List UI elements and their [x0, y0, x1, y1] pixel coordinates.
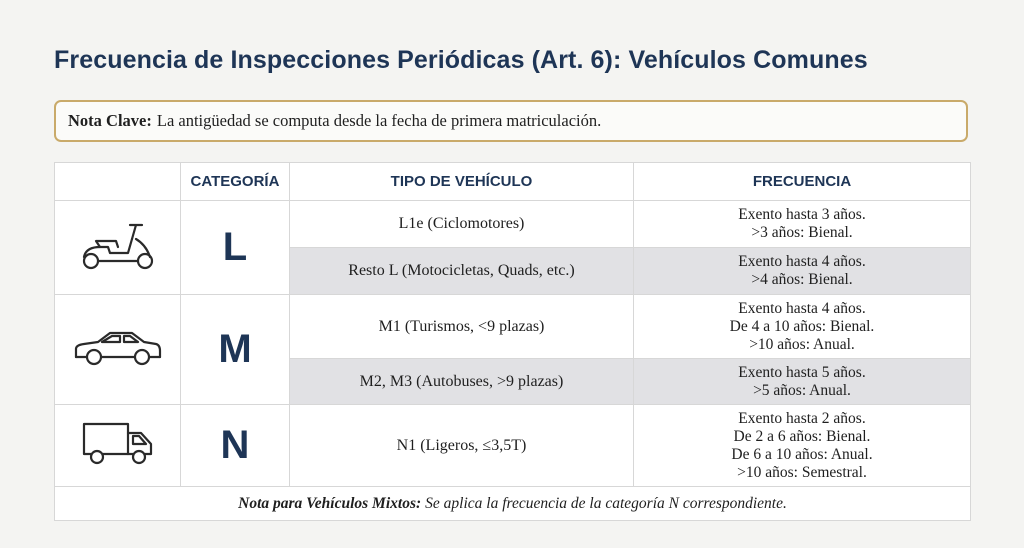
frecuencia-line: Exento hasta 5 años. — [738, 363, 866, 381]
category-n: N — [181, 405, 290, 487]
frecuencia-line: De 4 a 10 años: Bienal. — [729, 317, 875, 335]
truck-icon — [81, 419, 155, 467]
header-frecuencia: FRECUENCIA — [634, 163, 971, 201]
frecuencia-line: >10 años: Semestral. — [737, 463, 867, 481]
table-header-row — [55, 163, 971, 201]
category-l-icon-cell — [55, 201, 181, 295]
header-categoria: CATEGORÍA — [181, 163, 290, 201]
key-note-label: Nota Clave: — [68, 111, 152, 130]
mixed-vehicles-note — [55, 487, 971, 521]
header-icon — [55, 163, 181, 201]
frecuencia-line: >10 años: Anual. — [749, 335, 855, 353]
table-row — [55, 405, 971, 487]
category-l: L — [181, 201, 290, 295]
frecuencia-line: >4 años: Bienal. — [751, 271, 853, 288]
frecuencia-line: >3 años: Bienal. — [751, 224, 853, 241]
frecuencia-line: Exento hasta 4 años. — [738, 253, 866, 270]
car-icon — [72, 327, 164, 367]
mixed-vehicles-note-text: Se aplica la frecuencia de la categoría N correspondiente. — [425, 494, 787, 512]
frecuencia-line: De 6 a 10 años: Anual. — [731, 445, 873, 463]
frecuencia-line: >5 años: Anual. — [753, 381, 851, 399]
mixed-vehicles-note-label: Nota para Vehículos Mixtos: — [238, 494, 422, 512]
tipo-cell: N1 (Ligeros, ≤3,5T) — [290, 405, 634, 487]
tipo-cell: Resto L (Motocicletas, Quads, etc.) — [290, 248, 634, 295]
inspection-frequency-table — [54, 162, 971, 521]
scooter-icon — [76, 217, 160, 273]
table-footer-row — [55, 487, 971, 521]
key-note-text: La antigüedad se computa desde la fecha de primera matriculación. — [156, 111, 602, 130]
frecuencia-cell — [634, 248, 971, 295]
frecuencia-cell — [634, 201, 971, 248]
frecuencia-line: De 2 a 6 años: Bienal. — [733, 427, 871, 445]
key-note — [54, 100, 968, 142]
page-title: Frecuencia de Inspecciones Periódicas (Art. 6): Vehículos Comunes — [54, 46, 868, 74]
category-m: M — [181, 295, 290, 405]
table-row — [55, 295, 971, 359]
category-n-icon-cell — [55, 405, 181, 487]
tipo-cell: M1 (Turismos, <9 plazas) — [290, 295, 634, 359]
frecuencia-line: Exento hasta 3 años. — [738, 206, 866, 223]
tipo-cell: L1e (Ciclomotores) — [290, 201, 634, 248]
frecuencia-cell — [634, 405, 971, 487]
frecuencia-cell — [634, 359, 971, 405]
frecuencia-line: Exento hasta 2 años. — [738, 409, 866, 427]
tipo-cell: M2, M3 (Autobuses, >9 plazas) — [290, 359, 634, 405]
category-m-icon-cell — [55, 295, 181, 405]
table-row — [55, 201, 971, 248]
frecuencia-line: Exento hasta 4 años. — [738, 299, 866, 317]
frecuencia-cell — [634, 295, 971, 359]
header-tipo-vehiculo: TIPO DE VEHÍCULO — [290, 163, 634, 201]
